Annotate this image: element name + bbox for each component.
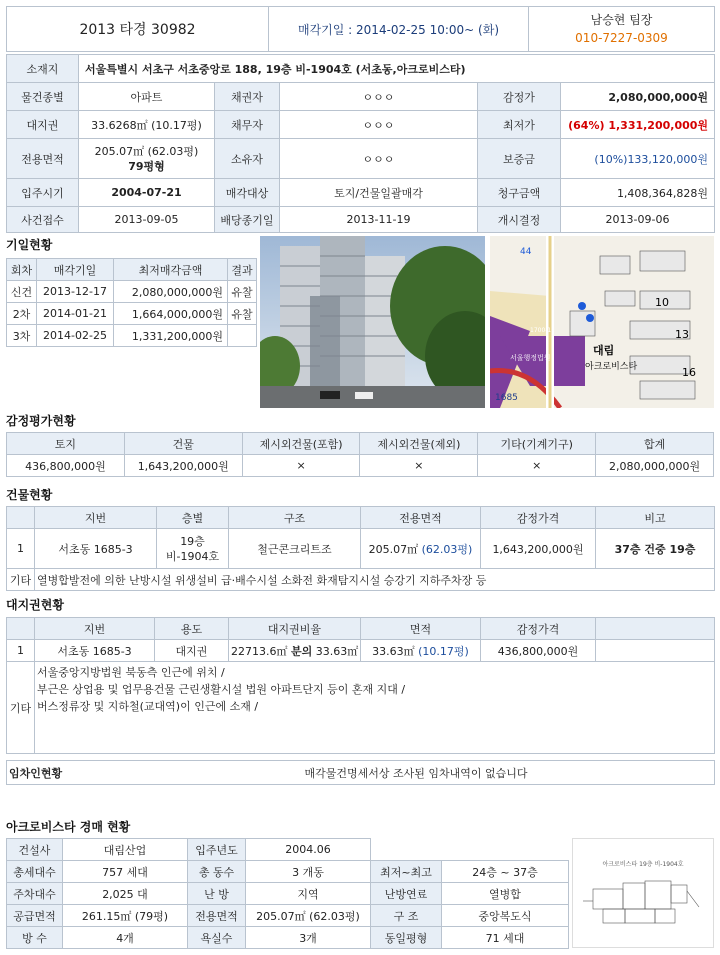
move-in-label: 입주시기	[7, 179, 79, 207]
tenant-text: 매각물건명세서상 조사된 임차내역이 없습니다	[127, 761, 715, 785]
table-row	[7, 927, 569, 949]
land-header-lot: 지번	[35, 618, 155, 640]
map-label-1685: 1685	[495, 393, 518, 403]
header-table	[6, 6, 715, 52]
history-header-result: 결과	[228, 259, 257, 281]
land-lot: 서초동 1685-3	[35, 640, 155, 662]
appraisal-land: 436,800,000원	[7, 455, 125, 477]
building-header-lot: 지번	[35, 507, 157, 529]
land-etc-line: 버스정류장 및 지하철(교대역)이 인근에 소재 /	[37, 700, 259, 713]
address-label: 소재지	[7, 55, 79, 83]
history-round: 3차	[7, 325, 37, 347]
land-header-area: 면적	[361, 618, 481, 640]
move-in-date: 2004-07-21	[79, 179, 215, 207]
debtor-label: 채무자	[215, 111, 280, 139]
building-price: 1,643,200,000원	[481, 529, 596, 569]
table-row	[7, 325, 257, 347]
land-use: 대지권	[155, 640, 229, 662]
land-etc-text	[35, 662, 715, 754]
claim-amount: 1,408,364,828원	[561, 179, 715, 207]
complex-value: 열병합	[442, 883, 569, 905]
history-header-round: 회차	[7, 259, 37, 281]
land-header-blank	[596, 618, 715, 640]
map-label-16: 16	[682, 366, 696, 379]
land-etc-line: 서울중앙지방법원 북동측 인근에 위치 /	[37, 666, 225, 679]
appraisal-extra-incl: ×	[242, 455, 360, 477]
complex-value: 3개	[246, 927, 371, 949]
building-etc-label: 기타	[7, 569, 35, 591]
complex-value: 2004.06	[246, 839, 371, 861]
exclusive-area-label: 전용면적	[7, 139, 79, 179]
appraisal-machinery: ×	[478, 455, 596, 477]
complex-value: 205.07㎡ (62.03평)	[246, 905, 371, 927]
complex-label: 총 동수	[188, 861, 246, 883]
complex-empty	[371, 839, 442, 861]
complex-table	[6, 838, 569, 949]
building-photo[interactable]	[260, 236, 485, 408]
complex-label: 공급면적	[7, 905, 63, 927]
map-label-10: 10	[655, 296, 669, 309]
land-title: 대지권현황	[6, 598, 64, 612]
case-received: 2013-09-05	[79, 207, 215, 233]
appraisal-header-machinery: 기타(기계기구)	[478, 433, 596, 455]
building-area-sqm: 205.07㎡	[368, 542, 419, 556]
auction-history-table	[6, 258, 257, 347]
land-header-use: 용도	[155, 618, 229, 640]
commencement-label: 개시결정	[478, 207, 561, 233]
owner-label: 소유자	[215, 139, 280, 179]
building-no: 1	[7, 529, 35, 569]
complex-label: 동일평형	[371, 927, 442, 949]
land-area-pyeong: (10.17평)	[418, 644, 469, 658]
map-label-13: 13	[675, 328, 689, 341]
table-row	[7, 529, 715, 569]
history-date: 2014-02-25	[37, 325, 114, 347]
dividend-deadline-label: 배당종기일	[215, 207, 280, 233]
floor-plan-caption: 아크로비스타 19층 비-1904호	[602, 861, 684, 868]
building-note: 37층 건중 19층	[596, 529, 715, 569]
appraisal-table	[6, 432, 714, 477]
building-title: 건물현황	[6, 488, 53, 502]
map-label-acrovista: 아크로비스타	[585, 362, 638, 372]
claim-amount-label: 청구금액	[478, 179, 561, 207]
complex-label: 주차대수	[7, 883, 63, 905]
complex-label: 건설사	[7, 839, 63, 861]
land-etc-label: 기타	[7, 662, 35, 754]
complex-value: 3 개동	[246, 861, 371, 883]
complex-label: 구 조	[371, 905, 442, 927]
deposit: (10%)133,120,000원	[561, 139, 715, 179]
table-row	[7, 839, 569, 861]
exclusive-area-value: 205.07㎡ (62.03평)	[94, 144, 199, 158]
building-header-area: 전용면적	[361, 507, 481, 529]
sale-target: 토지/건물일괄매각	[280, 179, 478, 207]
appraisal-header-building: 건물	[124, 433, 242, 455]
appraisal-building: 1,643,200,000원	[124, 455, 242, 477]
history-date: 2013-12-17	[37, 281, 114, 303]
land-ratio-share: 33.63㎡	[315, 644, 359, 658]
history-result: 유찰	[228, 303, 257, 325]
complex-label: 방 수	[7, 927, 63, 949]
land-area	[361, 640, 481, 662]
appraisal-value: 2,080,000,000원	[561, 83, 715, 111]
land-right-label: 대지권	[7, 111, 79, 139]
complex-value: 대림산업	[63, 839, 188, 861]
appraisal-label: 감정가	[478, 83, 561, 111]
land-ratio	[229, 640, 361, 662]
building-header-note: 비고	[596, 507, 715, 529]
history-round: 신건	[7, 281, 37, 303]
complex-title: 아크로비스타 경매 현황	[6, 820, 131, 834]
map-label-lot: 1700-1	[530, 327, 552, 334]
history-price: 1,331,200,000원	[114, 325, 228, 347]
agent-name: 남승현 팀장	[590, 13, 653, 27]
land-header-price: 감정가격	[481, 618, 596, 640]
appraisal-header-total: 합계	[596, 433, 714, 455]
case-received-label: 사건접수	[7, 207, 79, 233]
complex-empty	[442, 839, 569, 861]
land-no: 1	[7, 640, 35, 662]
building-header-floor: 층별	[157, 507, 229, 529]
complex-value: 71 세대	[442, 927, 569, 949]
address-value: 서울특별시 서초구 서초중앙로 188, 19층 비-1904호 (서초동,아크로비스타)	[79, 55, 715, 83]
area-pyeong-type: 79평형	[128, 159, 165, 173]
tenant-title: 임차인현황	[7, 761, 127, 785]
table-row	[7, 303, 257, 325]
appraisal-header-extra-incl: 제시외건물(포함)	[242, 433, 360, 455]
history-result	[228, 325, 257, 347]
history-round: 2차	[7, 303, 37, 325]
appraisal-extra-excl: ×	[360, 455, 478, 477]
history-header-price: 최저매각금액	[114, 259, 228, 281]
building-header-no	[7, 507, 35, 529]
creditor-label: 채권자	[215, 83, 280, 111]
minimum-price: (64%) 1,331,200,000원	[561, 111, 715, 139]
complex-value: 지역	[246, 883, 371, 905]
history-result: 유찰	[228, 281, 257, 303]
building-structure: 철근콘크리트조	[229, 529, 361, 569]
land-blank	[596, 640, 715, 662]
building-area	[361, 529, 481, 569]
land-ratio-total: 22713.6㎡	[231, 644, 288, 658]
complex-label: 최저~최고	[371, 861, 442, 883]
debtor: ㅇㅇㅇ	[280, 111, 478, 139]
complex-value: 24층 ~ 37층	[442, 861, 569, 883]
appraisal-header-land: 토지	[7, 433, 125, 455]
table-row	[7, 640, 715, 662]
complex-value: 757 세대	[63, 861, 188, 883]
commencement-date: 2013-09-06	[561, 207, 715, 233]
building-header-structure: 구조	[229, 507, 361, 529]
agent-phone[interactable]: 010-7227-0309	[575, 31, 668, 45]
building-header-price: 감정가격	[481, 507, 596, 529]
sale-target-label: 매각대상	[215, 179, 280, 207]
complex-label: 전용면적	[188, 905, 246, 927]
complex-label: 총세대수	[7, 861, 63, 883]
land-right: 33.6268㎡ (10.17평)	[79, 111, 215, 139]
building-etc-text: 열병합발전에 의한 난방시설 위생설비 급·배수시설 소화전 화재탐지시설 승강기 지하주차장 등	[35, 569, 715, 591]
table-row	[7, 281, 257, 303]
history-date: 2014-01-21	[37, 303, 114, 325]
deposit-label: 보증금	[478, 139, 561, 179]
table-row	[7, 905, 569, 927]
map-label-44: 44	[520, 247, 532, 257]
exclusive-area	[79, 139, 215, 179]
appraisal-total: 2,080,000,000원	[596, 455, 714, 477]
dividend-deadline: 2013-11-19	[280, 207, 478, 233]
case-number: 2013 타경 30982	[7, 7, 269, 52]
building-lot: 서초동 1685-3	[35, 529, 157, 569]
owner: ㅇㅇㅇ	[280, 139, 478, 179]
land-etc-line: 부근은 상업용 및 업무용건물 근린생활시설 법원 아파트단지 등이 혼재 지대 /	[37, 683, 406, 696]
land-ratio-of: 분의	[291, 644, 313, 658]
history-price: 1,664,000,000원	[114, 303, 228, 325]
land-price: 436,800,000원	[481, 640, 596, 662]
agent-contact	[529, 7, 715, 52]
auction-history-title: 기일현황	[6, 238, 53, 252]
summary-table	[6, 54, 715, 233]
tenant-table	[6, 760, 715, 785]
complex-label: 입주년도	[188, 839, 246, 861]
appraisal-title: 감정평가현황	[6, 414, 76, 428]
floor-plan-image[interactable]	[572, 838, 714, 948]
land-header-no	[7, 618, 35, 640]
property-type-label: 물건종별	[7, 83, 79, 111]
creditor: ㅇㅇㅇ	[280, 83, 478, 111]
complex-value: 4개	[63, 927, 188, 949]
minimum-price-label: 최저가	[478, 111, 561, 139]
table-row	[7, 883, 569, 905]
property-type: 아파트	[79, 83, 215, 111]
land-area-sqm: 33.63㎡	[372, 644, 415, 658]
complex-label: 난방연료	[371, 883, 442, 905]
map-label-daelim: 대림	[593, 344, 615, 357]
complex-value: 중앙복도식	[442, 905, 569, 927]
location-map[interactable]	[490, 236, 714, 408]
land-table	[6, 617, 715, 754]
appraisal-header-extra-excl: 제시외건물(제외)	[360, 433, 478, 455]
map-label-court: 서울행정법원	[510, 354, 551, 362]
land-header-ratio: 대지권비율	[229, 618, 361, 640]
sale-date: 매각기일 : 2014-02-25 10:00~ (화)	[269, 7, 529, 52]
building-area-pyeong: (62.03평)	[421, 542, 473, 556]
building-table	[6, 506, 715, 591]
table-row	[7, 861, 569, 883]
complex-value: 261.15㎡ (79평)	[63, 905, 188, 927]
complex-label: 욕실수	[188, 927, 246, 949]
complex-label: 난 방	[188, 883, 246, 905]
complex-value: 2,025 대	[63, 883, 188, 905]
building-floor: 19층비-1904호	[157, 529, 229, 569]
history-header-date: 매각기일	[37, 259, 114, 281]
history-price: 2,080,000,000원	[114, 281, 228, 303]
